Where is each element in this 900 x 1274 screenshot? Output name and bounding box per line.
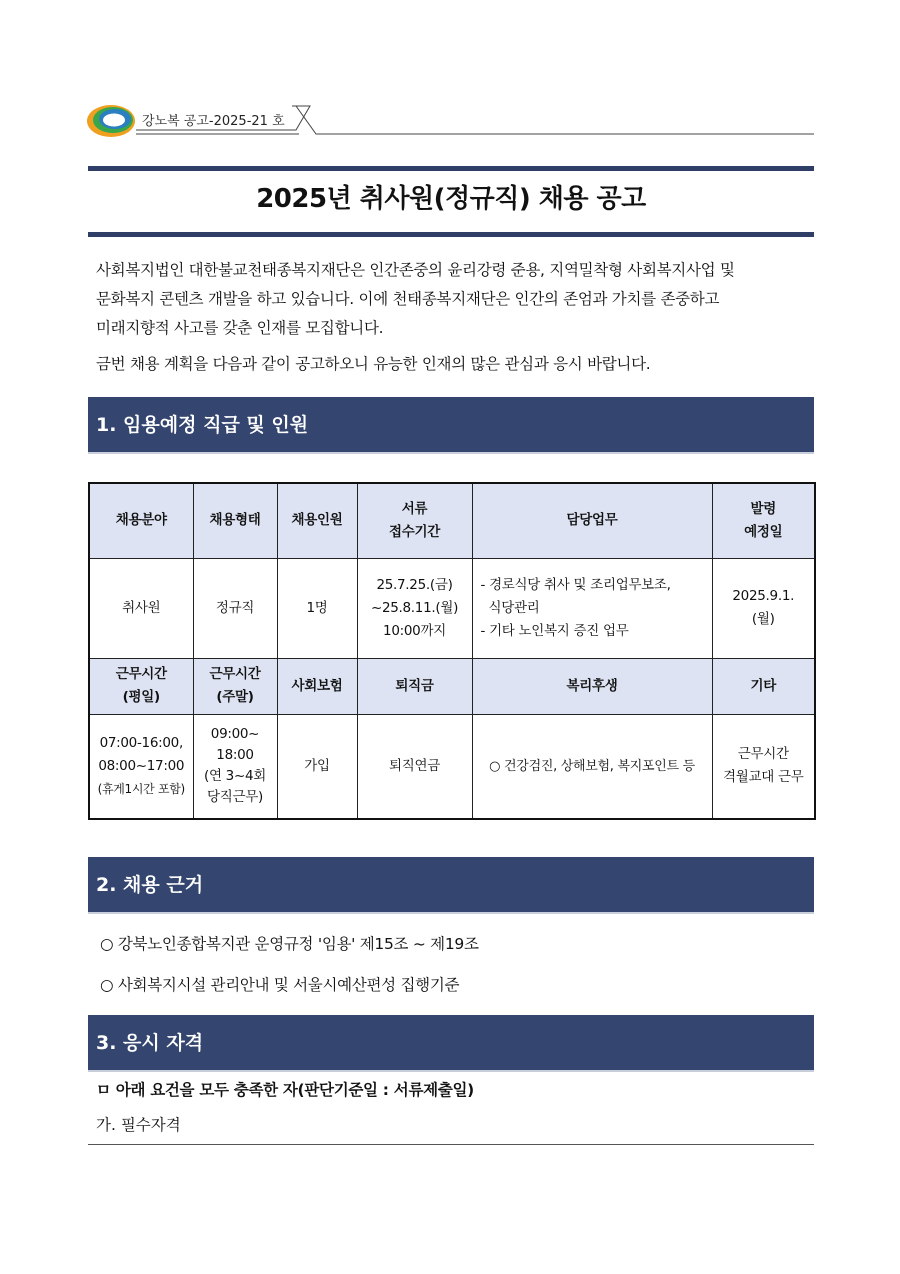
- section-heading-qualifications: 3. 응시 자격: [88, 1015, 814, 1072]
- table-cell: 2025.9.1. (월): [712, 558, 815, 658]
- list-item: ○ 강북노인종합복지관 운영규정 '임용' 제15조 ~ 제19조: [100, 935, 479, 953]
- header-cell: 퇴직금: [357, 658, 472, 714]
- intro-paragraph: [96, 256, 808, 343]
- intro-line: 금번 채용 계획을 다음과 같이 공고하오니 유능한 인재의 많은 관심과 응시 바랍니다.: [96, 355, 651, 373]
- document-header: [84, 100, 814, 144]
- header-underline: [84, 100, 814, 144]
- intro-paragraph-2: [96, 350, 808, 379]
- list-item: ○ 사회복지시설 관리안내 및 서울시예산편성 집행기준: [100, 976, 460, 994]
- table-header-row: [89, 483, 815, 558]
- table-cell: 퇴직연금: [357, 714, 472, 819]
- table-row: [89, 558, 815, 658]
- table-cell: 09:00~ 18:00 (연 3~4회 당직근무): [193, 714, 277, 819]
- title-bottom-rule: [88, 232, 814, 237]
- header-cell: 복리후생: [472, 658, 712, 714]
- intro-line: 사회복지법인 대한불교천태종복지재단은 인간존중의 윤리강령 준용, 지역밀착형 사회복지사업 및: [96, 261, 735, 279]
- table-cell: 취사원: [89, 558, 193, 658]
- intro-line: 미래지향적 사고를 갖춘 인재를 모집합니다.: [96, 319, 384, 337]
- recruitment-table: [88, 482, 816, 820]
- required-qualifications-label: 가. 필수자격: [96, 1116, 181, 1134]
- header-cell: 서류 접수기간: [357, 483, 472, 558]
- header-cell: 발령 예정일: [712, 483, 815, 558]
- intro-line: 문화복지 콘텐츠 개발을 하고 있습니다. 이에 천태종복지재단은 인간의 존엄과 가치를 존중하고: [96, 290, 720, 308]
- table-cell: 근무시간 격월교대 근무: [712, 714, 815, 819]
- section-heading-basis: 2. 채용 근거: [88, 857, 814, 914]
- header-cell: 근무시간 (주말): [193, 658, 277, 714]
- section-heading-positions: 1. 임용예정 직급 및 인원: [88, 397, 814, 454]
- table-header-row: [89, 658, 815, 714]
- table-cell: 25.7.25.(금) ~25.8.11.(월) 10:00까지: [357, 558, 472, 658]
- table-cell: 정규직: [193, 558, 277, 658]
- header-cell: 채용분야: [89, 483, 193, 558]
- table-cell: - 경로식당 취사 및 조리업무보조, 식당관리 - 기타 노인복지 증진 업무: [472, 558, 712, 658]
- page-title: 2025년 취사원(정규직) 채용 공고: [256, 184, 646, 214]
- header-cell: 담당업무: [472, 483, 712, 558]
- requirement-line: ㅁ 아래 요건을 모두 충족한 자(판단기준일 : 서류제출일): [96, 1081, 474, 1099]
- table-cell: 1명: [277, 558, 357, 658]
- title-top-rule: [88, 166, 814, 171]
- table-cell: ○ 건강검진, 상해보험, 복지포인트 등: [472, 714, 712, 819]
- announcement-number: 강노복 공고-2025-21 호: [142, 114, 285, 129]
- header-cell: 채용형태: [193, 483, 277, 558]
- header-cell: 사회보험: [277, 658, 357, 714]
- header-cell: 근무시간 (평일): [89, 658, 193, 714]
- section-divider: [88, 1144, 814, 1145]
- table-cell: 가입: [277, 714, 357, 819]
- table-cell: 07:00-16:00, 08:00~17:00 (휴게1시간 포함): [89, 714, 193, 819]
- header-cell: 채용인원: [277, 483, 357, 558]
- header-cell: 기타: [712, 658, 815, 714]
- basis-list: [100, 929, 479, 1011]
- table-row: [89, 714, 815, 819]
